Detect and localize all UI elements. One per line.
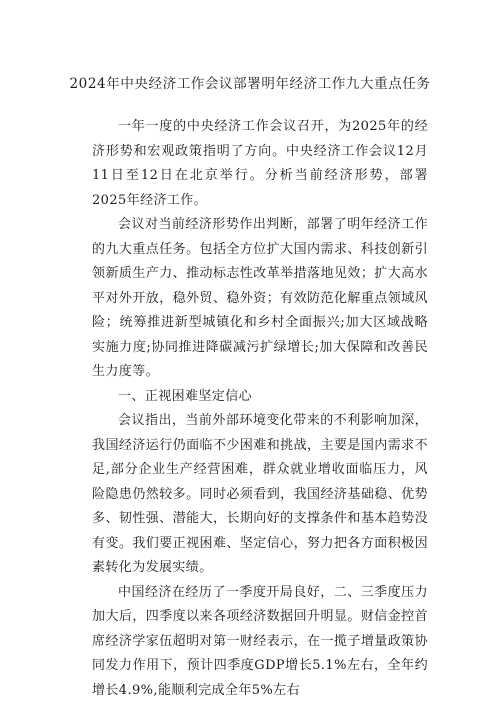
section-paragraph-2: 中国经济在经历了一季度开局良好，二、三季度压力加大后，四季度以来各项经济数据回升明显。财信金控首席经济学家伍超明对第一财经表示，在一揽子增量政策协同发力作用下，预计四季度GDP增长5.1%左右，全年约增长4.9%,能顺利完成全年5%左右: [92, 584, 428, 698]
document-title: 2024年中央经济工作会议部署明年经济工作九大重点任务: [69, 76, 431, 92]
intro-paragraph-1: 一年一度的中央经济工作会议召开，为2025年的经济形势和宏观政策指明了方向。中央经济工作会议12月11日至12日在北京举行。分析当前经济形势，部署2025年经济工作。: [92, 119, 428, 208]
section-paragraph-1: 会议指出，当前外部环境变化带来的不利影响加深，我国经济运行仍面临不少困难和挑战，主要是国内需求不足,部分企业生产经营困难，群众就业增收面临压力，风险隐患仍然较多。同时必须看到，我国经济基础稳、优势多、韧性强、潜能大，长期向好的支撑条件和基本趋势没有变。我们要正视困难、坚定信心，努力把各方面积极因素转化为发展实绩。: [92, 413, 428, 575]
intro-paragraph-2: 会议对当前经济形势作出判断，部署了明年经济工作的九大重点任务。包括全方位扩大国内需求、科技创新引领新质生产力、推动标志性改革举措落地见效；扩大高水平对外开放，稳外贸、稳外资；有效防范化解重点领域风险；统筹推进新型城镇化和乡村全面振兴;加大区域战略实施力度;协同推进降碳减污扩绿增长;加大保障和改善民生力度等。: [92, 217, 428, 379]
section-heading: 一、正视困难坚定信心: [118, 388, 253, 404]
document-body: [92, 115, 428, 703]
